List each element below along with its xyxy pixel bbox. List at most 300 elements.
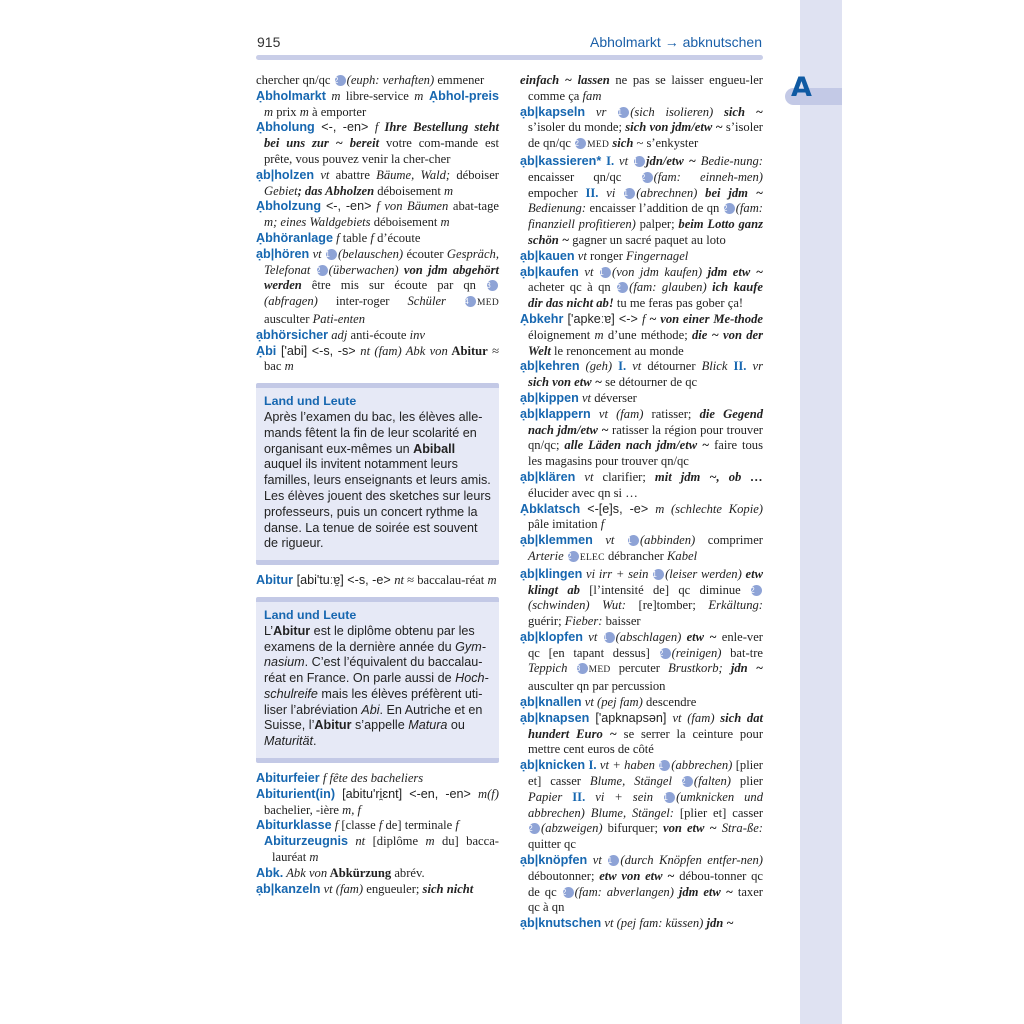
headword[interactable]: ạb|knicken [520, 758, 586, 773]
entry-text: m(f) [478, 786, 499, 801]
entry-text: . En Autriche et en Suisse, l’ [264, 702, 483, 733]
headword[interactable]: ạbhörsicher [256, 327, 329, 342]
sense-number-icon: 2 [575, 138, 586, 149]
entry-text: L’ [264, 623, 274, 638]
entry-text: ronger [586, 248, 627, 263]
entry-text: pâle imitation [528, 517, 601, 532]
entry-text: s’isoler de qn/qc [528, 120, 763, 151]
entry-text: hundert Euro ~ [528, 726, 617, 741]
left-column [256, 73, 499, 897]
entry-text: Erkältung: [708, 598, 763, 613]
entry-text: Après l’examen du bac, les élèves alle-mands fêtent la fin de leur scolarité en organisant eux-mêmes un [264, 409, 483, 456]
entry-text: (umknicken und abbrechen) Blume, Stängel: [528, 789, 763, 820]
entry-text: jdn ~ [703, 916, 734, 931]
entry-text: (abzweigen) [541, 821, 603, 836]
entry-text: vi irr + sein [582, 566, 653, 581]
entry-text: jdn/etw ~ [646, 153, 696, 168]
entry-text: beim Lotto ganz schön ~ [528, 217, 764, 247]
headword[interactable]: ạb|knöpfen [520, 853, 588, 868]
entry-text: vt [574, 248, 587, 263]
entry-text: (fam: einneh-men) [653, 169, 763, 184]
entry-text: Fingernagel [626, 248, 689, 263]
entry-text: fam [582, 88, 602, 103]
entry-text: vt [592, 533, 627, 548]
sense-number-icon: 1 [634, 156, 645, 167]
entry-text: chercher qn/qc [256, 73, 334, 87]
entry-text: prix [273, 104, 300, 119]
entry-text: descendre [642, 695, 697, 710]
entry-abiturklasse [256, 818, 499, 834]
entry-text: acheter qc à qn [528, 280, 617, 295]
entry-text: vt + haben [596, 758, 659, 773]
entry-text: est le diplôme obtenu par les examens de la dernière année du [264, 623, 475, 654]
entry-text: gagner un sacré paquet au loto [569, 232, 726, 247]
headword[interactable]: Ạbkehr [520, 311, 564, 326]
entry-text: (abrechnen) [636, 185, 698, 200]
entry-text: palper; [635, 217, 679, 232]
entry-text: enle-ver qc [en tapant dessus] [528, 629, 763, 660]
entry-abkauen [520, 249, 763, 265]
entry-text: II. [727, 359, 747, 374]
entry-text: Brustkorb; [668, 661, 723, 676]
entry-text: Gespräch, Telefonat [264, 246, 500, 277]
headword[interactable]: ạb|kauen [520, 248, 575, 263]
entry-text: die Gegend nach jdm/etw ~ [528, 406, 764, 437]
entry-text: vt (fam) [590, 406, 644, 421]
entry-text: ~ s’enkyster [633, 136, 699, 151]
entry-text: sich dat [714, 710, 763, 725]
entry-text: vr [585, 104, 618, 119]
headword[interactable]: Abitur [256, 573, 294, 588]
entry-text: alle Läden nach jdm/etw ~ [564, 438, 710, 453]
entry-text: se serrer la ceinture pour mettre cent euros de côté [528, 726, 764, 757]
entry-text: <-[e]s, -e> [580, 501, 656, 516]
sense-number-icon: 2 [724, 203, 735, 214]
headword[interactable]: Abiturfeier [256, 771, 320, 786]
headword[interactable]: ạb|knutschen [520, 916, 602, 931]
entry-text: I. [601, 153, 615, 168]
entry-text: m [594, 327, 604, 342]
entry-text: sich von jdm/etw ~ [625, 120, 723, 135]
entry-text: Gym-nasium [264, 639, 486, 670]
sense-number-icon: 2 [642, 172, 653, 183]
info-box-text [264, 410, 491, 552]
entry-text: Abk von [283, 865, 328, 880]
entry-text: [plier et] casser [528, 758, 763, 789]
entry-text: Abitur [273, 623, 311, 638]
entry-text: anti-écoute [347, 327, 410, 342]
entry-text: déverser [591, 390, 637, 405]
entry-text: das Abholzen [304, 183, 375, 198]
entry-abiturient [256, 787, 499, 819]
info-box-land-und-leute [256, 597, 499, 763]
entry-text: f [378, 818, 383, 833]
entry-text: le renoncement au monde [550, 343, 684, 358]
entry-abhoeren [256, 247, 499, 328]
entry-text: sich ~ [713, 104, 763, 119]
entry-text: (fam: abverlangen) [574, 884, 674, 899]
sense-number-icon: 1 [608, 855, 619, 866]
entry-text: faire tous les magasins pour trouver qn/qc [528, 438, 763, 469]
entry-text: Abitur [314, 718, 352, 733]
entry-text: vt (pej fam: küssen) [601, 916, 704, 931]
headword[interactable]: ạb|knapsen [520, 710, 590, 725]
headword[interactable]: ạb|holzen [256, 167, 315, 182]
entry-abholzen [256, 168, 499, 200]
entry-text: Abiball [413, 441, 456, 456]
entry-text: m; eines Waldgebiets [264, 215, 371, 230]
entry-text: comprimer [695, 533, 764, 548]
entry-text: (belauschen) [338, 246, 404, 261]
entry-text: vr [746, 359, 763, 374]
entry-text: vt [626, 359, 642, 374]
entry-text: Matura [408, 718, 448, 733]
entry-text: Abi [361, 702, 380, 717]
entry-abi [256, 344, 499, 376]
entry-abknoepfen [520, 853, 763, 916]
entry-text: <-, -en> [314, 120, 375, 135]
headword[interactable]: ạb|kanzeln [256, 881, 321, 896]
entry-text: Hoch-schulreife [264, 671, 489, 701]
entry-text: Bedie-nung: [695, 153, 763, 168]
entry-text: von etw ~ [663, 821, 717, 836]
entry-abklaeren [520, 470, 763, 502]
entry-text: plier [730, 774, 763, 789]
headword[interactable]: ạb|hören [256, 246, 310, 261]
entry-text: détourner [641, 359, 702, 374]
header-rule [256, 55, 763, 60]
headword[interactable]: Ạbhöranlage [256, 230, 333, 245]
sense-number-icon: 2 [682, 776, 693, 787]
entry-text: jdm etw ~ [702, 264, 764, 279]
entry-text: libre-service [340, 88, 415, 103]
sense-number-icon: 2 [617, 282, 628, 293]
entry-text: m [264, 104, 274, 119]
entry-text: ~ von einer Me-thode [645, 311, 763, 326]
sense-number-icon: 4 [465, 296, 476, 307]
entry-text: f [374, 120, 379, 135]
entry-text: (durch Knöpfen entfer-nen) [620, 853, 763, 868]
entry-text: auquel ils invitent notamment leurs familles, leurs enseignants et leurs amis. Les élèves jouent des sketches sur leurs professeurs, puis un concert rythme la danse. La tenue de soirée est souvent de rigueur. [264, 457, 491, 551]
entry-text: MED [588, 665, 611, 676]
entry-abiturzeugnis [256, 834, 499, 866]
entry-text: Maturität [264, 734, 313, 749]
entry-text: de] terminale [382, 818, 456, 833]
thumb-index-letter: A [791, 72, 812, 103]
entry-text: (fam: finanziell profitieren) [528, 201, 763, 232]
entry-text: abrév. [391, 865, 425, 880]
entry-text: Papier [528, 789, 563, 804]
entry-text: m, f [342, 802, 362, 817]
entry-text: etw ~ [681, 629, 717, 644]
entry-text: quitter qc [528, 837, 576, 852]
entry-text: Bäume, Wald; [376, 167, 451, 182]
entry-text: mit jdm ~, ob … [654, 469, 763, 484]
headword[interactable]: ạb|klappern [520, 406, 591, 421]
headword[interactable]: Ạbhol-preis [423, 88, 500, 103]
entry-abholzung [256, 199, 499, 231]
entry-abkippen [520, 391, 763, 407]
entry-text: (schwinden) Wut: [528, 598, 626, 613]
entry-text: Arterie [528, 548, 564, 563]
entry-abklatsch [520, 502, 763, 534]
right-column [520, 73, 763, 932]
entry-text: déboisement [374, 183, 445, 198]
headword[interactable]: ạb|kassieren* [520, 153, 602, 168]
entry-text: Blume, Stängel [589, 774, 672, 789]
entry-text: vi + sein [585, 789, 664, 804]
entry-text: MED [587, 140, 610, 151]
entry-text: nt (fam) Abk von [360, 343, 448, 358]
entry-text: f [370, 230, 374, 245]
entry-text: empocher [528, 185, 586, 200]
entry-text: vi [598, 185, 624, 200]
entry-text: déboiser [450, 167, 499, 182]
entry-text: [abi'tuːɐ̯] <-s, -e> [293, 573, 395, 588]
sense-number-icon: 2 [529, 823, 540, 834]
entry-text: [classe [338, 818, 379, 833]
entry-text: (reinigen) [671, 645, 722, 660]
entry-text: MED [476, 298, 499, 309]
page-number: 915 [257, 34, 281, 50]
entry-abknicken [520, 758, 763, 853]
entry-text: ratisser la région pour trouver qn/qc; [528, 422, 764, 453]
entry-text: Gebiet [264, 183, 298, 198]
headword[interactable]: Abk. [256, 865, 284, 880]
sense-number-icon: 2 [317, 265, 328, 276]
entry-text: II. [585, 185, 599, 200]
entry-text: m [299, 104, 309, 119]
entry-text: ['abi] <-s, -s> [276, 343, 361, 358]
entry-text: (euph: verhaften) [346, 73, 435, 87]
entry-text: table [339, 230, 371, 245]
headword[interactable]: Ạbholung [256, 120, 315, 135]
entry-text: sich von etw ~ [528, 375, 602, 390]
entry-text: [diplôme [365, 834, 426, 849]
entry-text: von jdm abgehört werden [264, 262, 500, 293]
entry-text: débrancher [604, 548, 668, 563]
headword[interactable]: ạb|klingen [520, 566, 583, 581]
entry-text: Teppich [528, 661, 568, 676]
entry-text: m [487, 573, 497, 588]
sense-number-icon: 1 [326, 249, 337, 260]
entry-text: vt [578, 264, 599, 279]
entry-text: Stra-ße: [716, 821, 764, 836]
entry-text: Abkürzung [327, 865, 392, 880]
entry-text: m [444, 183, 454, 198]
entry-text: ausculter [264, 311, 313, 326]
thumb-index-strip [800, 0, 842, 1024]
info-box-land-und-leute [256, 383, 499, 565]
headword[interactable]: ạb|klären [520, 469, 576, 484]
entry-text: vt (fam) [672, 710, 715, 725]
entry-text: s’appelle [351, 718, 409, 733]
entry-text: s’isoler du monde; [528, 120, 626, 135]
entry-text: m (schlechte Kopie) [655, 501, 763, 516]
sense-number-icon: 2 [563, 887, 574, 898]
entry-text: . [313, 734, 317, 749]
entry-abiturfeier [256, 771, 499, 787]
sense-number-icon: 2 [660, 648, 671, 659]
entry-text: [l’intensité de] qc diminue [579, 582, 751, 597]
entry-text: m [325, 88, 341, 103]
entry-abkassieren [520, 154, 763, 249]
entry-continuation [256, 73, 499, 89]
entry-text: etw von etw ~ [599, 868, 675, 883]
entry-text: <-, -en> [321, 199, 377, 214]
entry-text: f [600, 517, 605, 532]
entry-abklopfen [520, 630, 763, 695]
entry-text: II. [562, 789, 586, 804]
entry-text: encaisser qn/qc [528, 169, 641, 184]
entry-text: Kabel [667, 548, 698, 563]
entry-text: vt (pej fam) [581, 695, 643, 710]
entry-text: m [309, 850, 319, 865]
entry-text: die ~ von der Welt [528, 327, 764, 358]
entry-text: bei jdm ~ [697, 185, 763, 200]
entry-text: Bedienung: [528, 201, 587, 216]
entry-text: bat-tre [721, 645, 763, 660]
entry-text: Ihre Bestellung steht bei uns zur ~ bereit [264, 120, 499, 151]
entry-text: ≈ bac [264, 343, 499, 374]
entry-text: (falten) [693, 774, 731, 789]
entry-text: élucider avec qn si … [528, 485, 638, 500]
entry-abitur [256, 573, 499, 589]
entry-text: nt [347, 834, 366, 849]
entry-text: vt [614, 153, 634, 168]
entry-text: ['apkeːɐ] <-> [563, 311, 642, 326]
entry-abk [256, 866, 499, 882]
entry-text: ou [447, 718, 465, 733]
entry-text: taxer qc à qn [528, 884, 763, 915]
entry-text: éloignement [528, 327, 595, 342]
headword[interactable]: ạb|knallen [520, 695, 582, 710]
entry-text: Fieber: [564, 614, 603, 629]
entry-abklemmen [520, 533, 763, 567]
entry-text: baisser [602, 614, 641, 629]
entry-abkanzeln [256, 882, 499, 898]
entry-text: (von jdm kaufen) [612, 264, 703, 279]
entry-text: Pati-enten [312, 311, 366, 326]
headword[interactable]: ạb|kaufen [520, 264, 579, 279]
entry-text: Abitur [447, 343, 488, 358]
entry-text: ; [297, 183, 305, 198]
entry-abknallen [520, 695, 763, 711]
entry-text: mais les élèves préfèrent uti-liser l’abréviation [264, 686, 483, 717]
entry-text: être mis sur écoute par qn [301, 278, 486, 293]
sense-number-icon: 2 [751, 585, 762, 596]
sense-number-icon: 1 [628, 535, 639, 546]
headword[interactable]: Abiturient(in) [256, 786, 336, 801]
entry-text: ≈ baccalau-réat [403, 573, 488, 588]
entry-text: nt [394, 573, 404, 588]
entry-text: jdn ~ [722, 661, 763, 676]
headword[interactable]: Ạbholmarkt [256, 88, 326, 103]
sense-number-icon: 1 [618, 107, 629, 118]
headword[interactable]: Ạbklatsch [520, 501, 581, 516]
entry-text: (leiser werden) [665, 566, 742, 581]
headword[interactable]: Ạbi [256, 343, 277, 358]
entry-abknapsen [520, 711, 763, 758]
entry-text: f von Bäumen [376, 199, 449, 214]
entry-text: f [331, 818, 339, 833]
entry-text: bifurquer; [602, 821, 664, 836]
entry-text: écouter [403, 246, 447, 261]
sense-number-icon: 3 [487, 280, 498, 291]
headword[interactable]: ạb|klemmen [520, 533, 593, 548]
entry-text: d’écoute [373, 230, 421, 245]
entry-text: vt [314, 167, 330, 182]
entry-text: à emporter [308, 104, 367, 119]
entry-abkapseln [520, 105, 763, 154]
entry-text: sich [609, 136, 634, 151]
entry-text: ['apknapsən] [589, 710, 673, 725]
entry-text: (abbinden) [639, 533, 696, 548]
entry-text: encaisser l’addition de qn [586, 201, 723, 216]
entry-text: f fête des bacheliers [319, 771, 424, 786]
entry-text: [abitu'ri̯ɛnt] <-en, -en> [335, 786, 479, 801]
entry-text: (sich isolieren) [630, 104, 714, 119]
entry-text: Blick [701, 359, 728, 374]
entry-text: débou-tonner qc de qc [528, 868, 763, 899]
entry-continuation [520, 73, 763, 105]
entry-text: m [284, 359, 294, 374]
entry-text: ne pas se laisser engueu-ler comme ça [528, 73, 763, 103]
entry-abkehren [520, 359, 763, 391]
entry-text: percuter [610, 661, 669, 676]
entry-abkehr [520, 312, 763, 359]
sense-number-icon: 1 [624, 188, 635, 199]
entry-text: déboisement [370, 215, 441, 230]
entry-text: m [414, 88, 424, 103]
entry-text: ratisser; [643, 406, 700, 421]
entry-text: ausculter qn par percussion [528, 679, 666, 694]
entry-text: . C’est l’équivalent du baccalau-réat en France. On parle aussi de [264, 655, 483, 686]
entry-abhoersicher [256, 328, 499, 344]
entry-text: engueuler; [363, 881, 423, 896]
entry-text: (abfragen) [264, 294, 318, 309]
sense-number-icon: 1 [664, 792, 675, 803]
entry-text: déboutonner; [528, 868, 600, 883]
entry-text: (überwachen) [328, 262, 399, 277]
headword[interactable]: ạb|klopfen [520, 629, 583, 644]
headword[interactable]: Abiturzeugnis [264, 834, 348, 849]
headword[interactable]: ạb|kehren [520, 359, 580, 374]
entry-text: d’une méthode; [603, 327, 692, 342]
entry-text: (abbrechen) [671, 758, 733, 773]
info-box-title: Land und Leute [264, 607, 357, 622]
sense-number-icon: 2 [335, 75, 346, 86]
headword[interactable]: Abiturklasse [256, 818, 332, 833]
entry-text: I. [612, 359, 627, 374]
headword[interactable]: Ạbholzung [256, 199, 322, 214]
headword[interactable]: ạb|kippen [520, 390, 579, 405]
entry-text: etw klingt ab [528, 566, 764, 597]
entry-text: inter-roger [317, 294, 408, 309]
sense-number-icon: 3 [577, 663, 588, 674]
entry-text: I. [585, 758, 597, 773]
info-box-title: Land und Leute [264, 394, 357, 409]
entry-text: vt [575, 469, 594, 484]
headword[interactable]: ạb|kapseln [520, 104, 586, 119]
entry-text: vt [309, 246, 326, 261]
entry-abhoeranlage [256, 231, 499, 247]
entry-text: emmener [434, 73, 485, 87]
entry-abknutschen [520, 916, 763, 932]
entry-text: f [332, 230, 340, 245]
entry-abklingen [520, 567, 763, 630]
entry-text: f [455, 818, 459, 833]
